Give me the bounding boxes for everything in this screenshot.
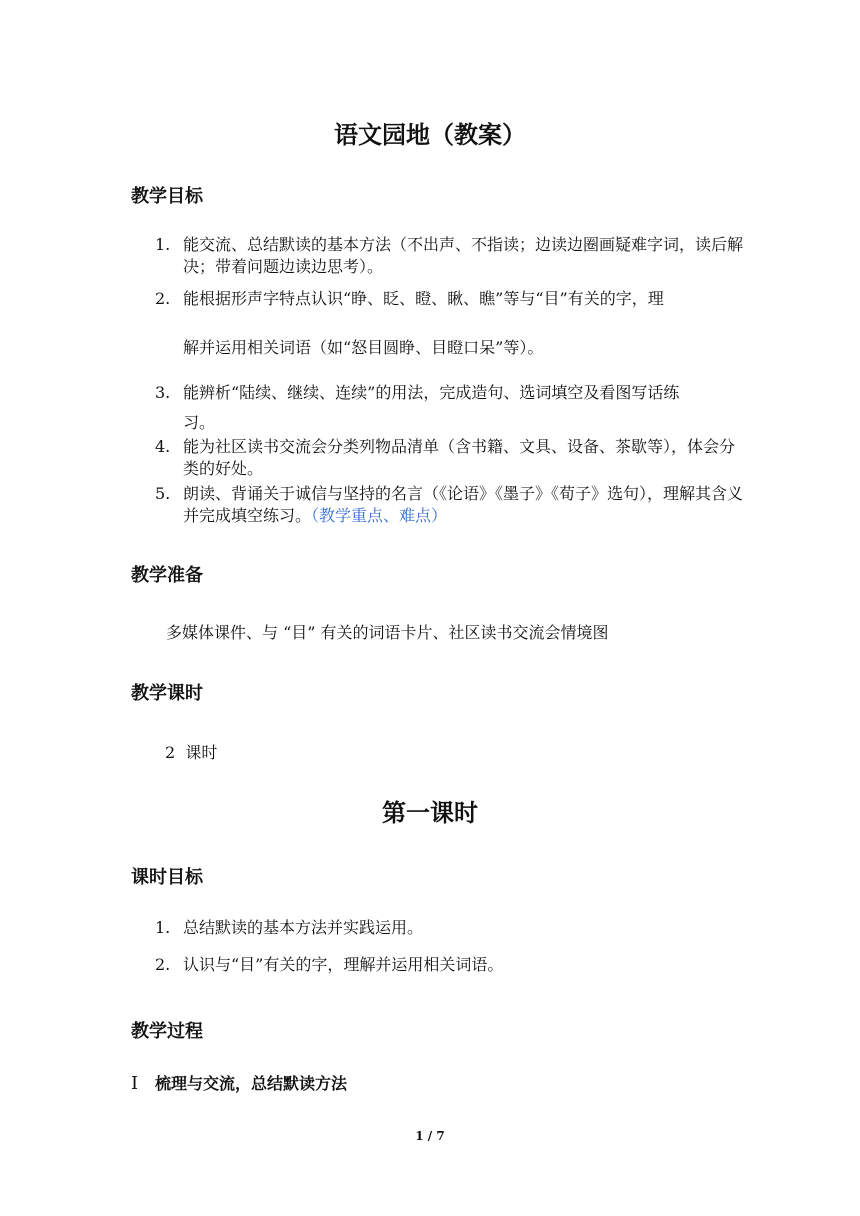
list-number: 1. [155,235,171,254]
list-text: 能交流、总结默读的基本方法（不出声、不指读；边读边圈画疑难字词，读后解决；带着问题边读边思考）。 [183,235,744,276]
step-text: 梳理与交流，总结默读方法 [155,1074,348,1093]
process-heading: 教学过程 [131,1021,203,1042]
list-text: 能根据形声字特点认识“睁、眨、瞪、瞅、瞧”等与“目”有关的字，理 [183,289,664,308]
list-number: 3. [155,383,171,402]
list-text: 习。 [183,413,216,432]
preparation-text: 多媒体课件、与 “目” 有关的词语卡片、社区读书交流会情境图 [166,623,609,642]
process-step-1 [131,1071,347,1094]
document-title: 语文园地（教案） [334,120,526,149]
periods-text: 2 课时 [165,743,218,762]
periods-heading: 教学课时 [131,683,203,704]
preparation-heading: 教学准备 [131,565,203,586]
list-text: 总结默读的基本方法并实践运用。 [183,918,424,937]
list-number: 4. [155,437,171,456]
list-text: 能为社区读书交流会分类列物品清单（含书籍、文具、设备、茶歇等），体会分类的好处。 [183,437,736,478]
list-text: 能辨析“陆续、继续、连续”的用法，完成造句、选词填空及看图写话练 [183,383,680,402]
list-text: 解并运用相关词语（如“怒目圆睁、目瞪口呆”等）。 [183,338,544,357]
list-number: 2. [155,289,171,308]
objectives-heading: 教学目标 [131,186,203,207]
emphasis-note: （教学重点、难点） [311,506,448,525]
list-number: 2. [155,955,171,974]
list-text [183,483,745,527]
list-text-main: 朗读、背诵关于诚信与坚持的名言（《论语》《墨子》《荀子》选句），理解其含义并完成填空练习。 [183,484,744,525]
list-text: 认识与“目”有关的字，理解并运用相关词语。 [183,955,504,974]
page-number: 1 / 7 [415,1129,445,1143]
list-number: 1. [155,918,171,937]
lesson1-title: 第一课时 [382,798,478,827]
list-number: 5. [155,484,171,503]
lesson-goals-heading: 课时目标 [131,867,203,888]
step-marker: Ⅰ [131,1073,139,1094]
